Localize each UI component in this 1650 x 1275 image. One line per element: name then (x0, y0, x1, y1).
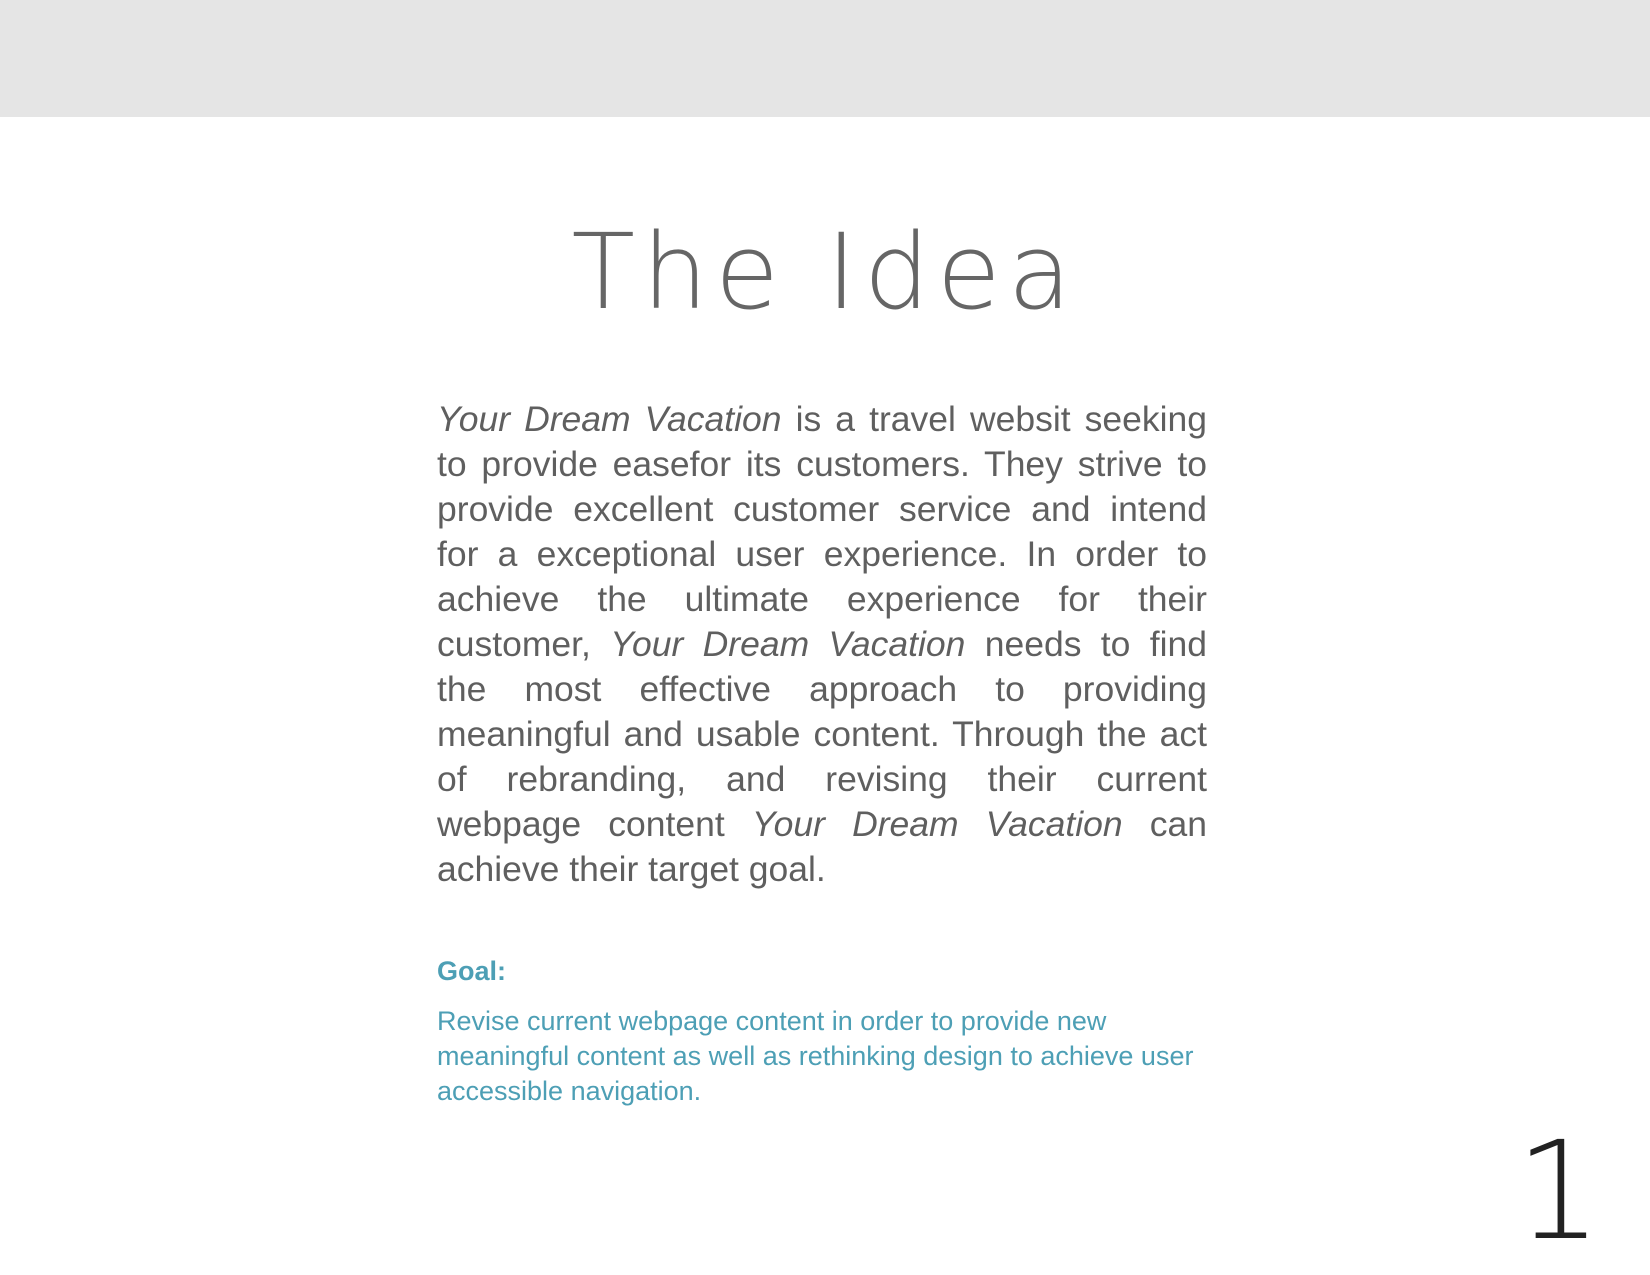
brand-name: Your Dream Vacation (610, 624, 966, 664)
intro-paragraph (437, 397, 1207, 892)
paragraph-text: is a travel websit seeking to provide easefor its customers. They strive to provide excellent customer service and intend for a exceptional user experience. In order to achieve the ultimate experience for their customer, (437, 399, 1207, 664)
brand-name: Your Dream Vacation (751, 804, 1123, 844)
header-band (0, 0, 1650, 117)
page-title: The Idea (571, 211, 1079, 333)
goal-heading: Goal: (437, 956, 507, 986)
brand-name: Your Dream Vacation (437, 399, 782, 439)
paragraph-text: can achieve their target goal. (437, 804, 1207, 889)
page-number: 1 (1515, 1113, 1602, 1271)
paragraph-text: needs to find the most effective approach to providing meaningful and usable content. Through the act of rebranding, and revising their current webpage content (437, 624, 1207, 844)
goal-text: Revise current webpage content in order to provide new meaningful content as well as rethinking design to achieve user accessible navigation. (437, 1006, 1194, 1106)
